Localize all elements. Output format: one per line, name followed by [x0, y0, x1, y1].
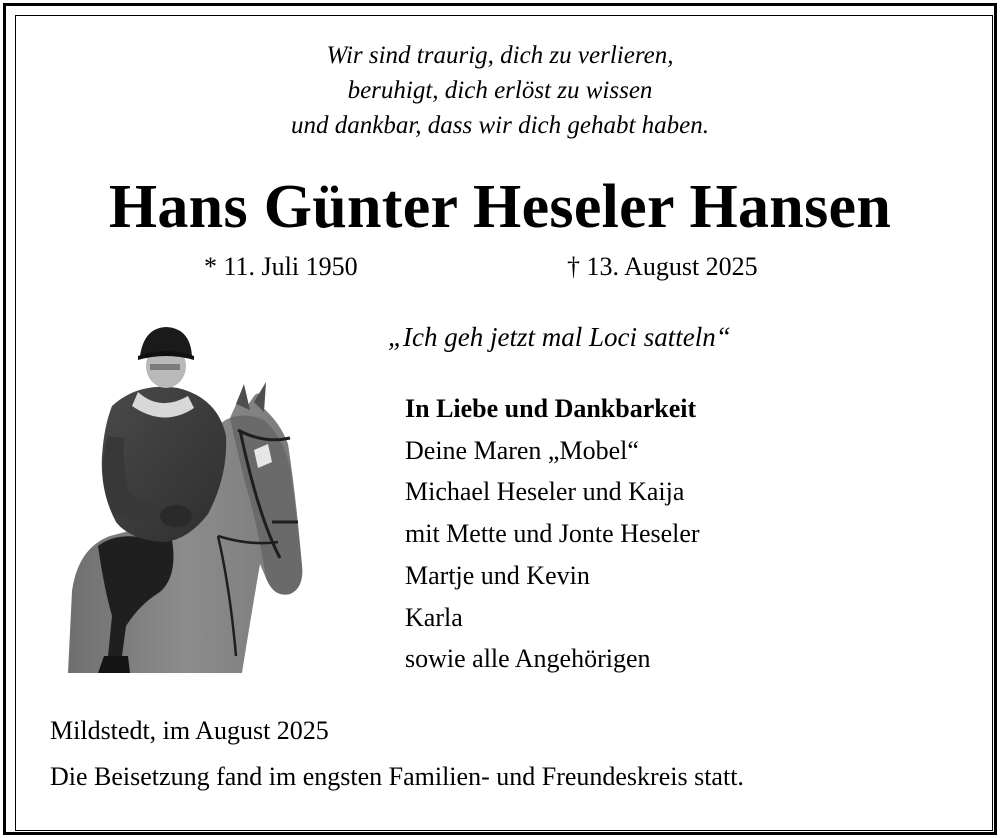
place-date: Mildstedt, im August 2025 — [50, 716, 329, 745]
mourner-line: Michael Heseler und Kaija — [405, 477, 685, 507]
deceased-name: Hans Günter Heseler Hansen — [108, 173, 892, 241]
death-date: † 13. August 2025 — [567, 252, 758, 281]
quote: „Ich geh jetzt mal Loci satteln“ — [388, 322, 731, 352]
poem-line-2: beruhigt, dich erlöst zu wissen — [347, 77, 653, 104]
birth-date: * 11. Juli 1950 — [204, 252, 358, 281]
poem-line-1: Wir sind traurig, dich zu verlieren, — [326, 42, 674, 69]
mourner-line: Karla — [405, 602, 463, 632]
mourner-line: Deine Maren „Mobel“ — [405, 435, 639, 465]
poem — [0, 38, 1000, 143]
burial-note: Die Beisetzung fand im engsten Familien- und Freundeskreis statt. — [50, 762, 744, 791]
portrait-photo — [68, 326, 304, 673]
mourner-line: sowie alle Angehörigen — [405, 644, 651, 674]
poem-line-3: und dankbar, dass wir dich gehabt haben. — [290, 112, 710, 139]
mourners-list — [405, 388, 700, 680]
mourners-heading: In Liebe und Dankbarkeit — [405, 394, 697, 423]
mourner-line: mit Mette und Jonte Heseler — [405, 519, 700, 549]
mourner-line: Martje und Kevin — [405, 560, 590, 590]
